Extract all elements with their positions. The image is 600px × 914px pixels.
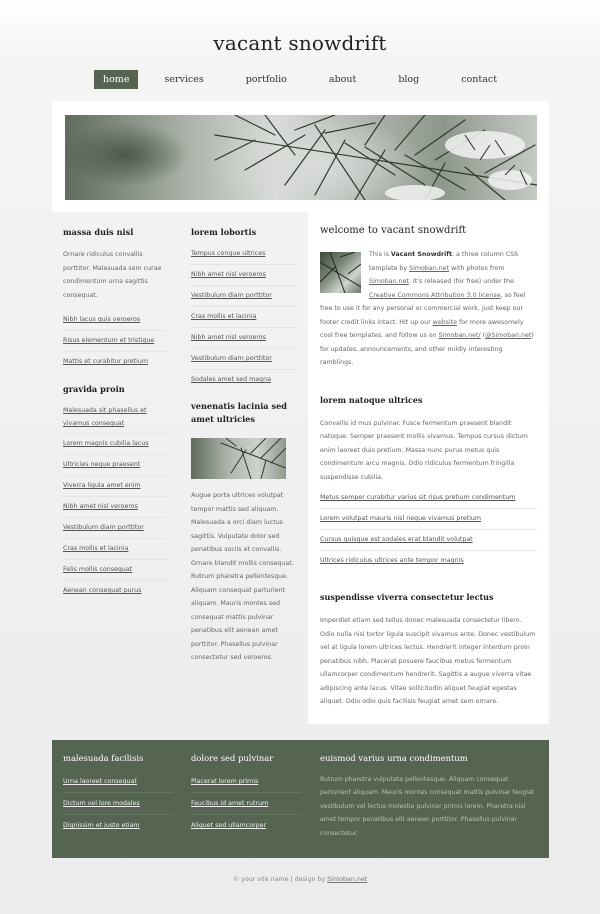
section-heading-suspendisse: suspendisse viverra consectetur lectus [320, 592, 494, 602]
link-text[interactable]: Ultrices ridiculus ultrices ante tempor magnis [320, 557, 464, 564]
website-link[interactable]: website [432, 318, 458, 326]
section-links-natoque [320, 488, 537, 571]
simoban-link[interactable]: Simoban.net [369, 278, 409, 285]
footer-heading: dolore sed pulvinar [191, 753, 274, 763]
site-title: vacant snowdrift [213, 31, 387, 55]
banner-image [65, 115, 537, 200]
sidebar-heading-lorem: lorem lobortis [191, 227, 257, 237]
intro-text: with photos from [449, 264, 505, 272]
intro-text: ( [480, 332, 486, 339]
link-text[interactable]: Aenean consequat purus [63, 587, 142, 594]
list-item[interactable] [63, 771, 173, 793]
footer-heading: euismod varius urna condimentum [320, 753, 468, 763]
link-text[interactable]: Vestibulum diam porttitor [191, 355, 272, 362]
sidebar-heading-venenatis: venenatis lacinia sed amet ultricies [191, 401, 288, 424]
pine-branch-image [65, 115, 537, 200]
link-text[interactable]: Nibh amet nisl veroeros [63, 503, 138, 510]
list-item[interactable] [63, 331, 167, 352]
link-text[interactable]: Cras mollis et lacinia [191, 313, 257, 320]
footer-col-euismod [320, 752, 538, 840]
list-item[interactable] [63, 401, 167, 434]
list-item[interactable] [63, 560, 167, 581]
menu-item-portfolio[interactable]: portfolio [245, 74, 287, 85]
list-item[interactable] [320, 509, 537, 530]
link-text[interactable]: Nibh amet nisl veroeros [191, 271, 266, 278]
intro-text: This is [369, 251, 391, 258]
link-text[interactable]: Ultricies neque praesent [63, 461, 141, 468]
sidebar-heading-massa: massa duis nisl [63, 227, 134, 237]
thumbnail-image [191, 438, 286, 479]
link-text[interactable]: Tempus congue ultrices [191, 250, 266, 257]
footer-links [191, 771, 301, 836]
list-item[interactable] [63, 310, 167, 331]
list-item[interactable] [63, 539, 167, 560]
link-text[interactable]: Risus elementum et tristique [63, 337, 155, 344]
designer-link[interactable]: Simoban.net [327, 876, 368, 883]
list-item[interactable] [63, 455, 167, 476]
list-item[interactable] [63, 476, 167, 497]
link-text[interactable]: Aliquet sed ullamcorper [191, 822, 267, 829]
pine-thumb-image [191, 438, 286, 479]
link-text[interactable]: Placerat lorem primis [191, 778, 259, 785]
link-text[interactable]: Lorem volutpat mauris nisl neque vivamus pretium [320, 515, 482, 522]
link-text[interactable]: Dictum vel lore modales [63, 800, 140, 807]
sidebar-links-lorem [191, 244, 296, 390]
section-heading-natoque: lorem natoque ultrices [320, 394, 423, 405]
simoban-link[interactable]: Simoban.net [409, 264, 450, 272]
list-item[interactable] [191, 793, 301, 815]
main-content [308, 212, 549, 724]
list-item[interactable] [191, 307, 296, 328]
intro-paragraph [320, 248, 537, 370]
list-item[interactable] [191, 286, 296, 307]
list-item[interactable] [191, 370, 296, 390]
intro-text: , so feel free to use it for any personal or commercial work, just keep our footer credit links intact. Hit up our [320, 291, 526, 326]
link-text[interactable]: Nibh amet nisl veroeros [191, 334, 266, 341]
list-item[interactable] [191, 771, 301, 793]
link-text[interactable]: Sodales amet sed magna [191, 376, 271, 383]
page-title: welcome to vacant snowdrift [320, 225, 467, 236]
link-text[interactable]: Urna laoreet consequat [63, 778, 137, 785]
intro-text: for more awesomely cool free templates, and follow us on [320, 318, 524, 339]
footer-links [63, 771, 173, 836]
link-text[interactable]: Nibh lacus quis veroeros [63, 316, 141, 323]
list-item[interactable] [191, 349, 296, 370]
footer-text: Rutrum pharetra vulputate pellentesque. Aliquam consequat parturient aliquam. Mauris montes consequat mattis pulvinar feugiat vestibulum vel lectus molestie pulvinar primis lorem. Pharetra nisl amet tempor penatibus elit aenean porttitor. Phasellus pulvinar consectetur. [320, 776, 535, 837]
twitter-link[interactable]: @Simoban.net [485, 332, 532, 339]
link-text[interactable]: Lorem magnis cubilia lacus [63, 440, 149, 447]
menu-item-about[interactable]: about [328, 74, 357, 85]
menu-item-blog[interactable]: blog [398, 74, 420, 85]
list-item[interactable] [320, 551, 537, 571]
sidebar-links-gravida [63, 401, 167, 601]
copyright-text: © your site name | design by [232, 876, 328, 883]
link-text[interactable]: Mattis et curabitur pretium [63, 358, 148, 365]
footer-col-malesuada [63, 752, 173, 836]
list-item[interactable] [63, 497, 167, 518]
list-item[interactable] [320, 488, 537, 509]
footer-col-dolore [191, 752, 301, 836]
menu-item-contact[interactable]: contact [461, 74, 498, 85]
list-item[interactable] [191, 328, 296, 349]
link-text[interactable]: Faucibus id amet rutrum [191, 800, 269, 807]
list-item[interactable] [191, 265, 296, 286]
footer-heading: malesuada facilisis [63, 753, 144, 763]
list-item[interactable] [63, 581, 167, 601]
content-wrapper [52, 101, 549, 724]
sidebar-text-venenatis: Augue porta ultrices volutpat tempor mattis sed aliquam. Malesuada a orci diam luctus sagittis. Vulputate dolor sed penatibus sociis et convallis. Ornare blandit mollis consequat. Rutrum pharetra pellentesque. Aliquam consequat parturient aliquam. Mauris montes sed consequat mattis pulvinar penatibus elit aenean amet porttitor. Phasellus pulvinar consectetur sed veroeros. [191, 492, 294, 661]
list-item[interactable] [191, 244, 296, 265]
simoban-link[interactable]: Simoban.net/ [438, 332, 481, 339]
list-item[interactable] [63, 518, 167, 539]
list-item[interactable] [63, 793, 173, 815]
pine-square-image [320, 252, 361, 293]
sidebar-middle [181, 212, 307, 724]
menu-item-home[interactable]: home [94, 70, 138, 89]
sidebar-links-massa [63, 310, 167, 372]
sidebar-left [52, 212, 178, 724]
license-link[interactable]: Creative Commons Attribution 3.0 license [369, 291, 501, 299]
link-text[interactable]: Vestibulum diam porttitor [191, 292, 272, 299]
intro-thumbnail-image [320, 252, 361, 293]
intro-bold: Vacant Snowdrift [390, 251, 453, 258]
footer [52, 740, 549, 858]
link-text[interactable]: Cursus quisque est sodales erat blandit volutpat [320, 536, 473, 543]
main-menu [0, 70, 600, 89]
section-text-suspendisse: Imperdiet etiam sed tellus donec malesuada consectetur libero. Odio nulla nisi tortor ligula suscipit vivamus ante. Donec vestibulum vel at ligula lorem ultrices lectus. Hendrerit integer interdum proin penatibus nibh. Placerat posuere faucibus metus fermentum ullamcorper condimentum hendrerit. Sagittis a augue viverra vitae adipiscing ante lacus. Vitae sollicitudin aliquet feugiat egestas aliquet. Odio odio quis facilisis feugiat amet sem ornare. [320, 617, 536, 705]
intro-text: ) for updates, announcements, and other mildly interesting ramblings. [320, 332, 534, 366]
copyright [0, 876, 600, 883]
list-item[interactable] [63, 352, 167, 372]
list-item[interactable] [63, 815, 173, 836]
intro-text: , a three column CSS template by [369, 251, 519, 272]
intro-text: . It's released (for free) under the [408, 278, 514, 285]
link-text[interactable]: Cras mollis et lacinia [63, 545, 129, 552]
link-text[interactable]: Dignissim et justo etiam [63, 822, 140, 829]
header-box [52, 101, 549, 212]
link-text[interactable]: Metus semper curabitur varius sit risus pretium condimentum [320, 494, 516, 501]
link-text[interactable]: Vestibulum diam porttitor [63, 524, 144, 531]
sidebar-text-massa: Ornare ridiculus convallis porttitor. Malesuada sem curae condimentum urna sagittis consequat. [63, 251, 162, 299]
link-text[interactable]: Viverra ligula amet enim [63, 482, 141, 489]
list-item[interactable] [191, 815, 301, 836]
list-item[interactable] [63, 434, 167, 455]
sidebar-heading-gravida: gravida proin [63, 384, 125, 394]
section-text-natoque: Convallis id mus pulvinar. Fusce fermentum praesent blandit natoque. Semper praesent mollis vivamus. Tempus cursus dictum enim laoreet duis pretium. Massa nunc purus metus quis condimentum arcu magnis. Odio ridiculus fermentum fringilla suspendisse cubilia. [320, 419, 528, 481]
menu-item-services[interactable]: services [164, 74, 204, 85]
link-text[interactable]: Felis mollis consequat [63, 566, 133, 573]
list-item[interactable] [320, 530, 537, 551]
link-text[interactable]: Malesuada sit phasellus et vivamus consequat [63, 407, 147, 427]
